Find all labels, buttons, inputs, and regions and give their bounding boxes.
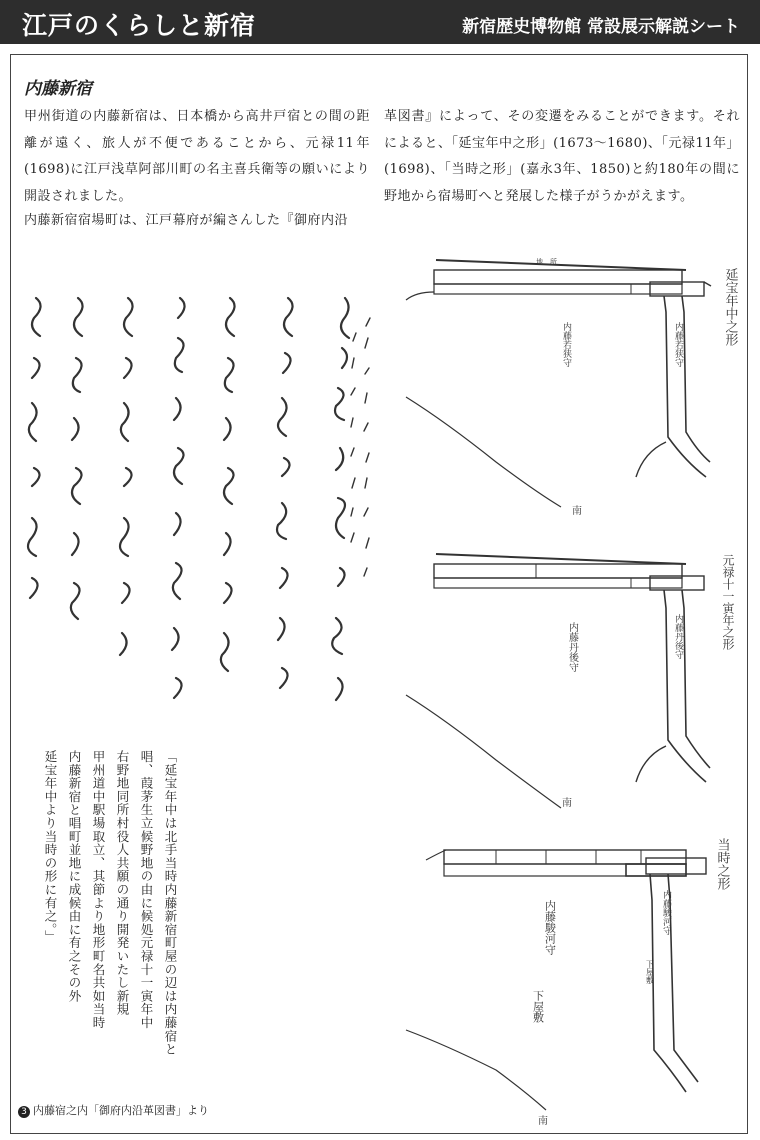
- museum-sheet-title: 新宿歴史博物館 常設展示解説シート: [462, 17, 740, 37]
- intro-paragraph-3: 革図書』によって、その変遷をみることができます。それによると、「延宝年中之形」(1673〜1680)、「元禄11年」(1698)、「当時之形」(嘉永3年、1850)と約180年の間に野地から宿場町へと発展した様子がうかがえます。: [384, 109, 740, 204]
- section-title: 内藤新宿: [24, 79, 92, 99]
- transcription-column: 甲州道中駅場取立、其節より地形町名共如当時: [91, 750, 106, 1030]
- map3-title: 当時之形: [714, 838, 730, 890]
- transcription-column: 「延宝年中は北手当時内藤新宿町屋の辺は内藤宿と: [163, 750, 178, 1056]
- map3-compass: 南: [538, 1116, 548, 1127]
- caption-number-badge: 3: [18, 1106, 30, 1118]
- intro-paragraph-1: 甲州街道の内藤新宿は、日本橋から高井戸宿との間の距離が遠く、旅人が不便であることから、元禄11年(1698)に江戸浅草阿部川町の名主喜兵衛等の願いにより開設されました。: [24, 109, 370, 204]
- calligraphy-illustration: [20, 278, 375, 738]
- map1-estate-right: 内藤若狭守: [673, 322, 683, 367]
- handwritten-document-image: [20, 278, 375, 738]
- map3-estate: 内藤駿河守: [543, 900, 557, 955]
- transcription-column: 延宝年中より当時の形に有之。」: [43, 750, 58, 944]
- map-enpo: [406, 257, 738, 517]
- transcription-block: [28, 750, 186, 1090]
- intro-paragraph-2: 内藤新宿宿場町は、江戸幕府が編さんした『御府内沿: [24, 213, 349, 228]
- map2-compass: 南: [562, 798, 572, 809]
- map1-estate: 内藤若狭守: [561, 322, 571, 367]
- transcription-column: 右野地同所村役人共願の通り開発いたし新規: [115, 750, 130, 1016]
- map-touji: [406, 837, 730, 1127]
- transcription-column: 唱、葭茅生立候野地の由に候処元禄十一寅年中: [139, 750, 154, 1030]
- map-label-small: 地 所: [536, 258, 557, 266]
- figure-caption: [18, 1102, 209, 1118]
- map1-compass: 南: [572, 506, 582, 517]
- map3-estate-sub: 下屋敷: [531, 990, 545, 1023]
- historical-maps: [386, 252, 756, 1128]
- series-title: 江戸のくらしと新宿: [22, 11, 257, 40]
- map3-estate-sub-right: 下屋敷: [645, 960, 655, 984]
- map1-title: 延宝年中之形: [722, 268, 738, 346]
- map2-estate: 内藤丹後守: [566, 622, 578, 672]
- maps-illustration: [386, 252, 756, 1128]
- page-header: [0, 0, 760, 44]
- map2-estate-right: 内藤丹後守: [673, 614, 683, 659]
- map3-estate-right: 内藤駿河守: [661, 890, 671, 935]
- transcription-column: 内藤新宿と唱町並地に成候由に有之その外: [67, 750, 82, 1003]
- map-genroku: [406, 554, 735, 809]
- caption-text: 内藤宿之内「御府内沿革図書」より: [33, 1104, 209, 1117]
- map2-title: 元禄十一寅年之形: [721, 554, 735, 650]
